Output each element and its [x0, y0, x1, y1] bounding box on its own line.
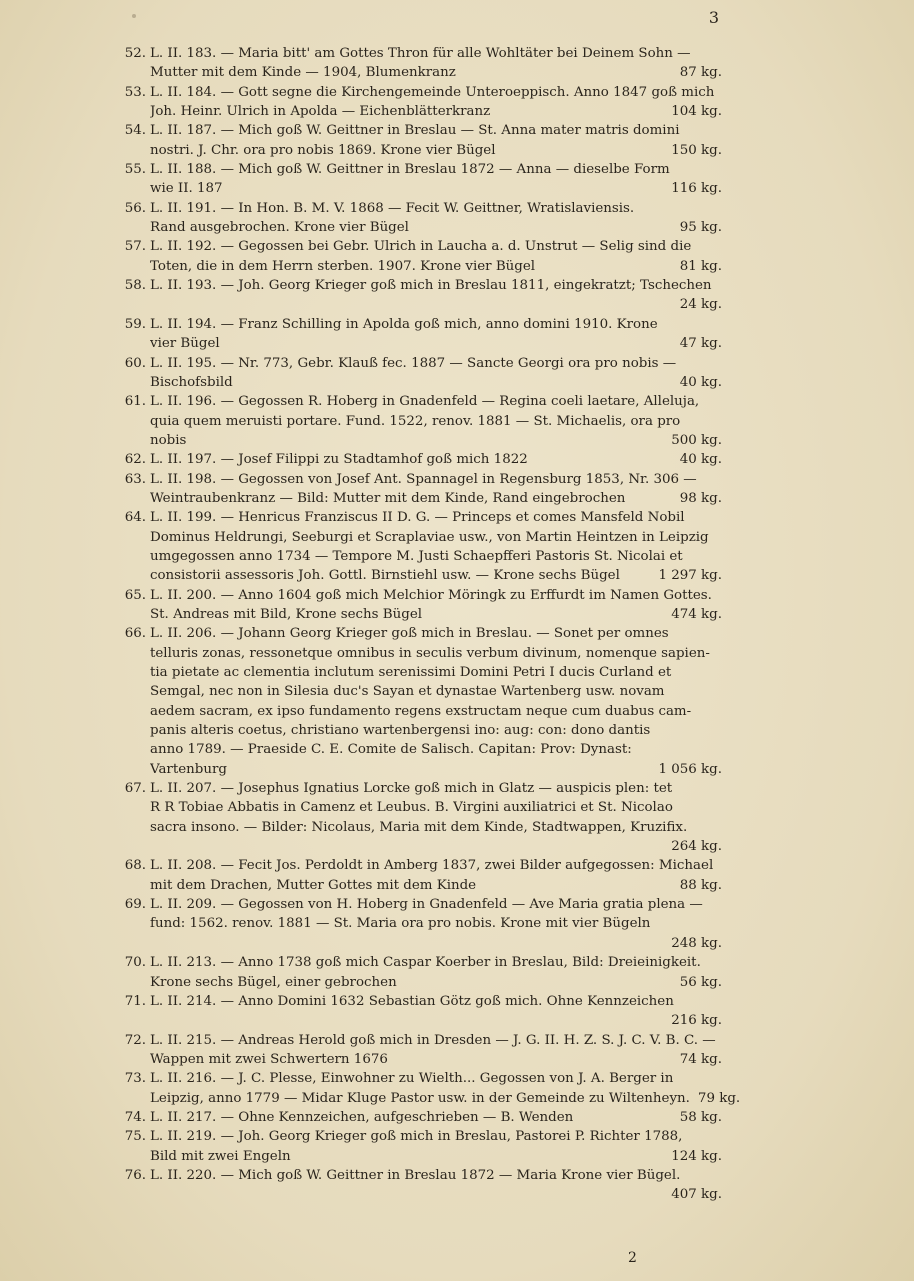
entry-line-text: L. II. 199. — Henricus Franziscus II D. G. — Princeps et comes Mansfeld Nobil: [150, 510, 685, 526]
entry-line-text: vier Bügel: [150, 336, 220, 352]
entry-number: 71.: [124, 993, 146, 1009]
entry-weight: 216 kg.: [671, 1013, 722, 1029]
entry-weight: 58 kg.: [679, 1109, 722, 1125]
entry-number: 62.: [124, 452, 146, 468]
entry-line: [150, 160, 722, 179]
entry-line-text: Bild mit zwei Engeln: [150, 1148, 291, 1164]
entry-line-text: L. II. 193. — Joh. Georg Krieger goß mich in Breslau 1811, eingekratzt; Tschechen: [150, 278, 712, 294]
entry-text: [150, 1108, 722, 1127]
entry-weight: 88 kg.: [679, 877, 722, 893]
entry-weight: 500 kg.: [671, 432, 722, 448]
entry-line-text: telluris zonas, ressonetque omnibus in seculis verbum divinum, nomenque sapien-: [150, 645, 710, 661]
list-item: [112, 856, 722, 895]
entry-line-text: [150, 1011, 154, 1030]
entry-number: 64.: [124, 510, 146, 526]
entry-weight: 40 kg.: [679, 452, 722, 468]
entry-line-text: Wappen mit zwei Schwertern 1676: [150, 1051, 388, 1067]
entry-line: [150, 508, 722, 527]
entry-line: [150, 624, 722, 643]
list-item: [112, 199, 722, 238]
entry-list: [112, 44, 741, 1205]
entry-weight: 150 kg.: [671, 142, 722, 158]
entry-number: 60.: [124, 355, 146, 371]
entry-line: [150, 450, 722, 469]
entry-number: 66.: [124, 626, 146, 642]
entry-line-text: Leipzig, anno 1779 — Midar Kluge Pastor usw. in der Gemeinde zu Wiltenheyn.: [150, 1090, 690, 1106]
entry-line: [150, 895, 722, 914]
entry-line: [150, 644, 722, 663]
entry-line: [150, 431, 722, 450]
entry-line-text: Joh. Heinr. Ulrich in Apolda — Eichenblätterkranz: [150, 104, 491, 120]
entry-line: [150, 566, 722, 585]
list-item: [112, 1166, 722, 1205]
entry-weight: 56 kg.: [679, 974, 722, 990]
entry-weight: 40 kg.: [679, 374, 722, 390]
entry-text: [150, 121, 722, 160]
entry-line-text: L. II. 214. — Anno Domini 1632 Sebastian Götz goß mich. Ohne Kennzeichen: [150, 993, 674, 1009]
entry-line-text: L. II. 217. — Ohne Kennzeichen, aufgeschrieben — B. Wenden: [150, 1109, 574, 1125]
entry-text: [150, 508, 722, 585]
list-item: [112, 508, 722, 585]
list-item: [112, 1127, 722, 1166]
entry-line: [150, 237, 722, 256]
paper-speck: [132, 14, 136, 18]
entry-text: [150, 779, 722, 856]
entry-line-text: L. II. 191. — In Hon. B. M. V. 1868 — Fecit W. Geittner, Wratislaviensis.: [150, 200, 635, 216]
entry-line-text: [150, 934, 154, 953]
entry-line: [150, 1089, 740, 1108]
entry-number: 74.: [124, 1109, 146, 1125]
entry-weight: 87 kg.: [679, 65, 722, 81]
entry-line-text: [150, 295, 154, 314]
entry-line-text: L. II. 207. — Josephus Ignatius Lorcke goß mich in Glatz — auspicis plen: tet: [150, 781, 673, 797]
list-item: [112, 586, 722, 625]
entry-text: [150, 83, 722, 122]
entry-line: [150, 373, 722, 392]
entry-text: [150, 1031, 722, 1070]
entry-line-text: L. II. 183. — Maria bitt' am Gottes Thron für alle Wohltäter bei Deinem Sohn —: [150, 46, 691, 61]
entry-weight: 24 kg.: [679, 297, 722, 313]
list-item: [112, 895, 722, 953]
entry-number: 63.: [124, 471, 146, 487]
entry-line: [150, 121, 722, 140]
entry-line: [150, 992, 722, 1011]
entry-line-text: panis alteris coetus, christiano wartenbergensi ino: aug: con: dono dantis: [150, 723, 651, 739]
entry-line-text: Krone sechs Bügel, einer gebrochen: [150, 974, 397, 990]
entry-line: [150, 605, 722, 624]
entry-line: [150, 1166, 722, 1185]
list-item: [112, 237, 722, 276]
entry-weight: 1 056 kg.: [658, 761, 722, 777]
entry-line-text: quia quem meruisti portare. Fund. 1522, renov. 1881 — St. Michaelis, ora pro: [150, 413, 681, 429]
entry-number: 76.: [124, 1167, 146, 1183]
entry-line-text: nostri. J. Chr. ora pro nobis 1869. Krone vier Bügel: [150, 142, 496, 158]
entry-line-text: Toten, die in dem Herrn sterben. 1907. Krone vier Bügel: [150, 258, 536, 274]
entry-line-text: L. II. 196. — Gegossen R. Hoberg in Gnadenfeld — Regina coeli laetare, Alleluja,: [150, 394, 700, 410]
list-item: [112, 315, 722, 354]
entry-line-text: consistorii assessoris Joh. Gottl. Birnstiehl usw. — Krone sechs Bügel: [150, 568, 620, 584]
entry-line: [150, 934, 722, 953]
entry-line: [150, 412, 722, 431]
list-item: [112, 354, 722, 393]
entry-number: 70.: [124, 955, 146, 971]
entry-weight: 407 kg.: [671, 1187, 722, 1203]
entry-line: [150, 354, 722, 373]
entry-number: 68.: [124, 858, 146, 874]
entry-line-text: L. II. 219. — Joh. Georg Krieger goß mich in Breslau, Pastorei P. Richter 1788,: [150, 1129, 683, 1145]
entry-weight: 98 kg.: [679, 490, 722, 506]
entry-number: 73.: [124, 1071, 146, 1087]
entry-line: [150, 199, 722, 218]
entry-line: [150, 44, 722, 63]
list-item: [112, 44, 722, 83]
entry-weight: 248 kg.: [671, 935, 722, 951]
list-item: [112, 470, 722, 509]
list-item: [112, 1108, 722, 1127]
entry-line: [150, 102, 722, 121]
entry-weight: 95 kg.: [679, 220, 722, 236]
entry-line-text: L. II. 197. — Josef Filippi zu Stadtamhof goß mich 1822: [150, 452, 528, 468]
entry-line-text: L. II. 220. — Mich goß W. Geittner in Breslau 1872 — Maria Krone vier Bügel.: [150, 1167, 681, 1183]
entry-line-text: Rand ausgebrochen. Krone vier Bügel: [150, 220, 409, 236]
entry-text: [150, 354, 722, 393]
entry-text: [150, 1127, 722, 1166]
entry-line: [150, 914, 722, 933]
entry-line-text: Bischofsbild: [150, 374, 233, 390]
entry-line: [150, 1031, 722, 1050]
entry-line: [150, 276, 722, 295]
entry-line-text: nobis: [150, 432, 187, 448]
entry-line: [150, 83, 722, 102]
entry-line: [150, 1147, 722, 1166]
entry-number: 54.: [124, 123, 146, 139]
entry-line: [150, 257, 722, 276]
entry-line-text: Mutter mit dem Kinde — 1904, Blumenkranz: [150, 65, 456, 81]
list-item: [112, 83, 722, 122]
entry-text: [150, 44, 722, 83]
page-number: 3: [708, 8, 719, 27]
entry-weight: 81 kg.: [679, 258, 722, 274]
entry-text: [150, 315, 722, 354]
entry-line-text: L. II. 195. — Nr. 773, Gebr. Klauß fec. 1887 — Sancte Georgi ora pro nobis —: [150, 355, 677, 371]
entry-number: 75.: [124, 1129, 146, 1145]
entry-line-text: anno 1789. — Praeside C. E. Comite de Salisch. Capitan: Prov: Dynast:: [150, 742, 632, 758]
entry-line-text: Weintraubenkranz — Bild: Mutter mit dem Kinde, Rand eingebrochen: [150, 490, 626, 506]
entry-number: 52.: [124, 46, 146, 61]
entry-line-text: Dominus Heldrungi, Seeburgi et Scraplaviae usw., von Martin Heintzen in Leipzig: [150, 529, 709, 545]
entry-line: [150, 489, 722, 508]
list-item: [112, 392, 722, 450]
entry-number: 72.: [124, 1032, 146, 1048]
entry-line: [150, 63, 722, 82]
entry-weight: 74 kg.: [679, 1051, 722, 1067]
entry-line: [150, 702, 722, 721]
entry-line-text: L. II. 216. — J. C. Plesse, Einwohner zu Wielth... Gegossen von J. A. Berger in: [150, 1071, 674, 1087]
entry-line-text: L. II. 192. — Gegossen bei Gebr. Ulrich in Laucha a. d. Unstrut — Selig sind die: [150, 239, 692, 255]
entry-number: 56.: [124, 200, 146, 216]
entry-line-text: Vartenburg: [150, 761, 227, 777]
entry-text: [150, 450, 722, 469]
entry-line-text: L. II. 206. — Johann Georg Krieger goß mich in Breslau. — Sonet per omnes: [150, 626, 669, 642]
entry-line: [150, 295, 722, 314]
entry-line-text: St. Andreas mit Bild, Krone sechs Bügel: [150, 606, 423, 622]
entry-line: [150, 334, 722, 353]
entry-line-text: L. II. 184. — Gott segne die Kirchengemeinde Unteroeppisch. Anno 1847 goß mich: [150, 84, 715, 100]
entry-line: [150, 740, 722, 759]
entry-line-text: L. II. 198. — Gegossen von Josef Ant. Spannagel in Regensburg 1853, Nr. 306 —: [150, 471, 697, 487]
entry-text: [150, 237, 722, 276]
entry-text: [150, 470, 722, 509]
entry-weight: 474 kg.: [671, 606, 722, 622]
entry-line: [150, 470, 722, 489]
entry-text: [150, 276, 722, 315]
entry-line: [150, 218, 722, 237]
entry-line-text: L. II. 208. — Fecit Jos. Perdoldt in Amberg 1837, zwei Bilder aufgegossen: Michael: [150, 858, 714, 874]
entry-weight: 1 297 kg.: [658, 568, 722, 584]
entry-line-text: tia pietate ac clementia inclutum serenissimi Domini Petri I ducis Curland et: [150, 665, 672, 680]
entry-line-text: sacra insono. — Bilder: Nicolaus, Maria mit dem Kinde, Stadtwappen, Kruzifix.: [150, 819, 688, 835]
entry-line-text: umgegossen anno 1734 — Tempore M. Justi Schaepfferi Pastoris St. Nicolai et: [150, 548, 683, 564]
entry-number: 53.: [124, 84, 146, 100]
entry-weight: 104 kg.: [671, 104, 722, 120]
entry-line: [150, 1069, 740, 1088]
entry-line-text: L. II. 200. — Anno 1604 goß mich Melchior Möringk zu Erffurdt im Namen Gottes.: [150, 587, 712, 603]
entry-line: [150, 721, 722, 740]
list-item: [112, 1069, 741, 1108]
entry-line: [150, 779, 722, 798]
entry-line-text: L. II. 215. — Andreas Herold goß mich in Dresden — J. G. II. H. Z. S. J. C. V. B. C. —: [150, 1032, 716, 1048]
entry-line: [150, 876, 722, 895]
list-item: [112, 992, 722, 1031]
entry-text: [150, 1069, 740, 1108]
entry-number: 61.: [124, 394, 146, 410]
entry-line: [150, 798, 722, 817]
entry-line: [150, 586, 722, 605]
entry-line: [150, 1127, 722, 1146]
entry-number: 55.: [124, 162, 146, 178]
list-item: [112, 276, 722, 315]
entry-text: [150, 856, 722, 895]
list-item: [112, 953, 722, 992]
list-item: [112, 160, 722, 199]
entry-weight: 79 kg.: [697, 1090, 741, 1106]
entry-line: [150, 1108, 722, 1127]
list-item: [112, 450, 722, 469]
entry-line: [150, 1185, 722, 1204]
entry-line-text: Semgal, nec non in Silesia duc's Sayan et dynastae Wartenberg usw. novam: [150, 684, 665, 700]
entry-text: [150, 992, 722, 1031]
entry-text: [150, 586, 722, 625]
entry-line-text: fund: 1562. renov. 1881 — St. Maria ora pro nobis. Krone mit vier Bügeln: [150, 916, 651, 932]
entry-line: [150, 682, 722, 701]
entry-text: [150, 624, 722, 779]
entry-text: [150, 1166, 722, 1205]
entry-line: [150, 1050, 722, 1069]
entry-weight: 47 kg.: [679, 336, 722, 352]
entry-number: 59.: [124, 316, 146, 332]
entry-line-text: [150, 837, 154, 856]
entry-text: [150, 199, 722, 238]
entry-number: 69.: [124, 897, 146, 913]
entry-line: [150, 1011, 722, 1030]
entry-number: 58.: [124, 278, 146, 294]
entry-weight: 116 kg.: [671, 181, 722, 197]
list-item: [112, 121, 722, 160]
entry-line-text: R R Tobiae Abbatis in Camenz et Leubus. B. Virgini auxiliatrici et St. Nicolao: [150, 800, 673, 816]
entry-text: [150, 953, 722, 992]
entry-line: [150, 547, 722, 566]
entry-number: 65.: [124, 587, 146, 603]
entry-line-text: L. II. 188. — Mich goß W. Geittner in Breslau 1872 — Anna — dieselbe Form: [150, 162, 670, 178]
signature-number: 2: [628, 1250, 637, 1266]
entry-line-text: L. II. 194. — Franz Schilling in Apolda goß mich, anno domini 1910. Krone: [150, 316, 658, 332]
entry-number: 57.: [124, 239, 146, 255]
entry-line-text: wie II. 187: [150, 181, 223, 197]
entry-line-text: L. II. 187. — Mich goß W. Geittner in Breslau — St. Anna mater matris domini: [150, 123, 680, 139]
entry-line-text: mit dem Drachen, Mutter Gottes mit dem Kinde: [150, 877, 477, 893]
entry-number: 67.: [124, 781, 146, 797]
entry-line-text: [150, 1185, 154, 1204]
entry-line: [150, 973, 722, 992]
entry-line-text: aedem sacram, ex ipso fundamento regens exstructam neque cum duabus cam-: [150, 703, 692, 719]
entry-text: [150, 160, 722, 199]
list-item: [112, 1031, 722, 1070]
entry-line: [150, 760, 722, 779]
entry-line: [150, 663, 722, 682]
list-item: [112, 624, 722, 779]
entry-text: [150, 895, 722, 953]
entry-line: [150, 818, 722, 837]
entry-line: [150, 953, 722, 972]
entry-line-text: L. II. 213. — Anno 1738 goß mich Caspar Koerber in Breslau, Bild: Dreieinigkeit.: [150, 955, 701, 971]
entry-line: [150, 315, 722, 334]
entry-line: [150, 392, 722, 411]
entry-line-text: L. II. 209. — Gegossen von H. Hoberg in Gnadenfeld — Ave Maria gratia plena —: [150, 897, 703, 913]
entry-weight: 264 kg.: [671, 839, 722, 855]
entry-weight: 124 kg.: [671, 1148, 722, 1164]
entry-text: [150, 392, 722, 450]
list-item: [112, 779, 722, 856]
entry-line: [150, 837, 722, 856]
entry-line: [150, 856, 722, 875]
entry-line: [150, 179, 722, 198]
entry-line: [150, 528, 722, 547]
entry-line: [150, 141, 722, 160]
